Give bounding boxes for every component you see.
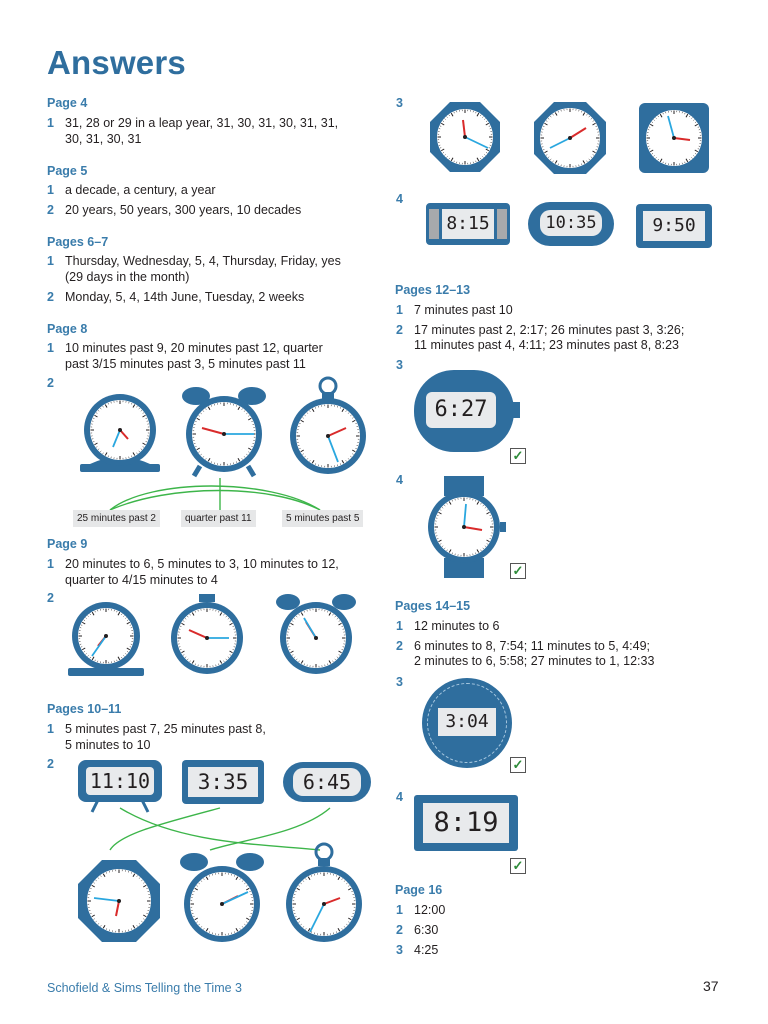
mantel-clock-icon [76, 390, 164, 478]
answer-number: 1 [47, 557, 54, 571]
mantel-clock-icon [66, 600, 146, 680]
check-icon: ✓ [510, 448, 526, 464]
answer-number: 2 [47, 290, 54, 304]
matching-lines [70, 478, 370, 512]
answer-text: 10 minutes past 9, 20 minutes past 12, quarter [65, 341, 323, 355]
answer-text: 4:25 [414, 943, 439, 957]
page-title: Answers [47, 44, 186, 81]
digital-display: 8:15 [442, 209, 494, 239]
page-number: 37 [703, 978, 719, 994]
octagon-clock-icon [428, 100, 502, 174]
answer-number: 1 [396, 903, 403, 917]
section-heading-pages-12-13: Pages 12–13 [395, 283, 471, 297]
answer-text: (29 days in the month) [65, 270, 190, 284]
answer-text: 31, 28 or 29 in a leap year, 31, 30, 31, 30, 31, 31, [65, 116, 339, 130]
answer-text: 7 minutes past 10 [414, 303, 513, 317]
clock-label: 25 minutes past 2 [73, 510, 160, 527]
answer-number: 2 [47, 591, 54, 605]
answer-text: a decade, a century, a year [65, 183, 216, 197]
digital-display: 3:35 [188, 767, 258, 797]
alarm-clock-icon [274, 592, 358, 678]
answer-number: 2 [47, 203, 54, 217]
section-heading-page-4: Page 4 [47, 96, 88, 110]
digital-clock [78, 760, 162, 802]
digital-clock [426, 203, 510, 245]
answer-number: 4 [396, 192, 403, 206]
answer-number: 1 [47, 341, 54, 355]
clock-label: quarter past 11 [181, 510, 256, 527]
answer-number: 2 [47, 376, 54, 390]
answer-number: 3 [396, 943, 403, 957]
answer-number: 1 [47, 116, 54, 130]
answer-number: 2 [396, 639, 403, 653]
answer-number: 1 [47, 722, 54, 736]
answer-text: 17 minutes past 2, 2:17; 26 minutes past 3, 3:26; [414, 323, 685, 337]
answer-text: 5 minutes past 7, 25 minutes past 8, [65, 722, 266, 736]
digital-clock [182, 760, 264, 804]
wristwatch-icon [424, 476, 506, 578]
footer-publisher: Schofield & Sims Telling the Time 3 [47, 981, 243, 995]
answer-number: 4 [396, 790, 403, 804]
section-heading-page-8: Page 8 [47, 322, 88, 336]
answer-number: 2 [396, 923, 403, 937]
answer-text: 6:30 [414, 923, 439, 937]
answer-text: 6 minutes to 8, 7:54; 11 minutes to 5, 4:49; [414, 639, 651, 653]
octagon-clock-icon [76, 858, 162, 944]
digital-clock [283, 762, 371, 802]
section-heading-pages-14-15: Pages 14–15 [395, 599, 471, 613]
digital-display: 3:04 [438, 708, 496, 736]
answer-text: 2 minutes to 6, 5:58; 27 minutes to 1, 12:33 [414, 654, 655, 668]
square-clock-icon [638, 102, 710, 174]
digital-watch [414, 370, 514, 452]
stopwatch-icon [280, 842, 368, 946]
answer-number: 3 [396, 675, 403, 689]
answer-text: quarter to 4/15 minutes to 4 [65, 573, 218, 587]
answer-text: 20 years, 50 years, 300 years, 10 decades [65, 203, 302, 217]
answer-text: 11 minutes past 4, 4:11; 23 minutes past 8, 8:23 [414, 338, 679, 352]
stopwatch-icon [167, 592, 247, 678]
digital-display: 11:10 [86, 767, 154, 795]
digital-display: 8:19 [423, 803, 509, 843]
alarm-clock-icon [176, 850, 268, 946]
section-heading-pages-10-11: Pages 10–11 [47, 702, 122, 716]
octagon-clock-icon [532, 100, 608, 176]
digital-display: 9:50 [643, 211, 705, 241]
answer-number: 2 [396, 323, 403, 337]
digital-display: 10:35 [540, 210, 602, 236]
stopwatch-icon [284, 376, 372, 476]
digital-clock [414, 795, 518, 851]
digital-clock [528, 202, 614, 246]
answer-number: 3 [396, 96, 403, 110]
answer-text: 12:00 [414, 903, 446, 917]
digital-display: 6:45 [293, 768, 361, 796]
digital-display: 6:27 [426, 392, 496, 428]
answer-number: 1 [396, 303, 403, 317]
round-digital-clock [422, 678, 512, 768]
answer-text: 20 minutes to 6, 5 minutes to 3, 10 minutes to 12, [65, 557, 339, 571]
watch-crown [512, 402, 520, 418]
answer-text: 12 minutes to 6 [414, 619, 500, 633]
clock-label: 5 minutes past 5 [282, 510, 363, 527]
answer-text: Monday, 5, 4, 14th June, Tuesday, 2 weeks [65, 290, 305, 304]
answer-number: 1 [47, 254, 54, 268]
answer-number: 3 [396, 358, 403, 372]
section-heading-page-9: Page 9 [47, 537, 88, 551]
check-icon: ✓ [510, 563, 526, 579]
alarm-clock-icon [178, 384, 270, 478]
speaker-grille [497, 209, 507, 239]
answer-number: 4 [396, 473, 403, 487]
answer-text: 30, 31, 30, 31 [65, 132, 142, 146]
answer-text: Thursday, Wednesday, 5, 4, Thursday, Friday, yes [65, 254, 341, 268]
speaker-grille [429, 209, 439, 239]
answer-text: past 3/15 minutes past 3, 5 minutes past 11 [65, 357, 306, 371]
answer-number: 1 [47, 183, 54, 197]
answer-number: 2 [47, 757, 54, 771]
check-icon: ✓ [510, 858, 526, 874]
digital-clock [636, 204, 712, 248]
answer-text: 5 minutes to 10 [65, 738, 151, 752]
answer-number: 1 [396, 619, 403, 633]
section-heading-page-5: Page 5 [47, 164, 88, 178]
check-icon: ✓ [510, 757, 526, 773]
section-heading-page-16: Page 16 [395, 883, 443, 897]
section-heading-pages-6-7: Pages 6–7 [47, 235, 109, 249]
